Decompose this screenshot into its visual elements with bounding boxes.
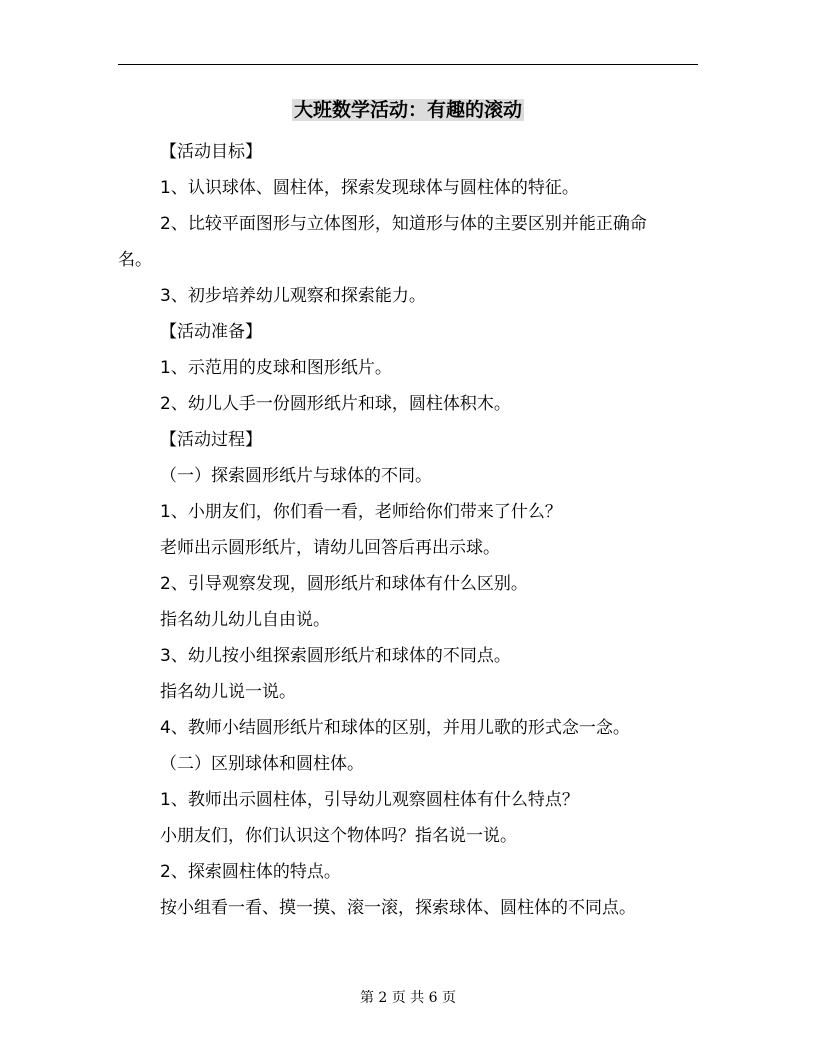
paragraph-line: 2、比较平面图形与立体图形，知道形与体的主要区别并能正确命 bbox=[160, 214, 647, 234]
paragraph-line: 1、教师出示圆柱体，引导幼儿观察圆柱体有什么特点？ bbox=[160, 790, 579, 810]
paragraph-line: 3、幼儿按小组探索圆形纸片和球体的不同点。 bbox=[160, 646, 511, 666]
section-heading-process: 【活动过程】 bbox=[160, 430, 262, 450]
page-number: 第 2 页 共 6 页 bbox=[359, 990, 457, 1006]
paragraph-line: 小朋友们，你们认识这个物体吗？指名说一说。 bbox=[160, 826, 517, 846]
paragraph-line: 2、引导观察发现，圆形纸片和球体有什么区别。 bbox=[160, 574, 528, 594]
paragraph-line: 1、小朋友们，你们看一看，老师给你们带来了什么？ bbox=[160, 502, 562, 522]
paragraph-line: （二）区别球体和圆柱体。 bbox=[160, 754, 364, 774]
paragraph-line: 1、示范用的皮球和图形纸片。 bbox=[160, 358, 392, 378]
paragraph-line: 1、认识球体、圆柱体，探索发现球体与圆柱体的特征。 bbox=[160, 178, 579, 198]
paragraph-line: 按小组看一看、摸一摸、滚一滚，探索球体、圆柱体的不同点。 bbox=[160, 898, 636, 918]
header-rule bbox=[118, 64, 698, 65]
section-heading-preparation: 【活动准备】 bbox=[160, 322, 262, 342]
paragraph-line: 2、探索圆柱体的特点。 bbox=[160, 862, 341, 882]
paragraph-line: 3、初步培养幼儿观察和探索能力。 bbox=[160, 286, 426, 306]
paragraph-line: 2、幼儿人手一份圆形纸片和球，圆柱体积木。 bbox=[160, 394, 511, 414]
paragraph-line: 老师出示圆形纸片，请幼儿回答后再出示球。 bbox=[160, 538, 500, 558]
paragraph-line: 名。 bbox=[118, 250, 152, 270]
paragraph-line: 4、教师小结圆形纸片和球体的区别，并用儿歌的形式念一念。 bbox=[160, 718, 630, 738]
paragraph-line: 指名幼儿幼儿自由说。 bbox=[160, 610, 330, 630]
section-heading-goals: 【活动目标】 bbox=[160, 142, 262, 162]
document-title bbox=[0, 96, 816, 124]
paragraph-line: 指名幼儿说一说。 bbox=[160, 682, 296, 702]
paragraph-line: （一）探索圆形纸片与球体的不同。 bbox=[160, 466, 432, 486]
document-title-text: 大班数学活动：有趣的滚动 bbox=[293, 99, 522, 121]
